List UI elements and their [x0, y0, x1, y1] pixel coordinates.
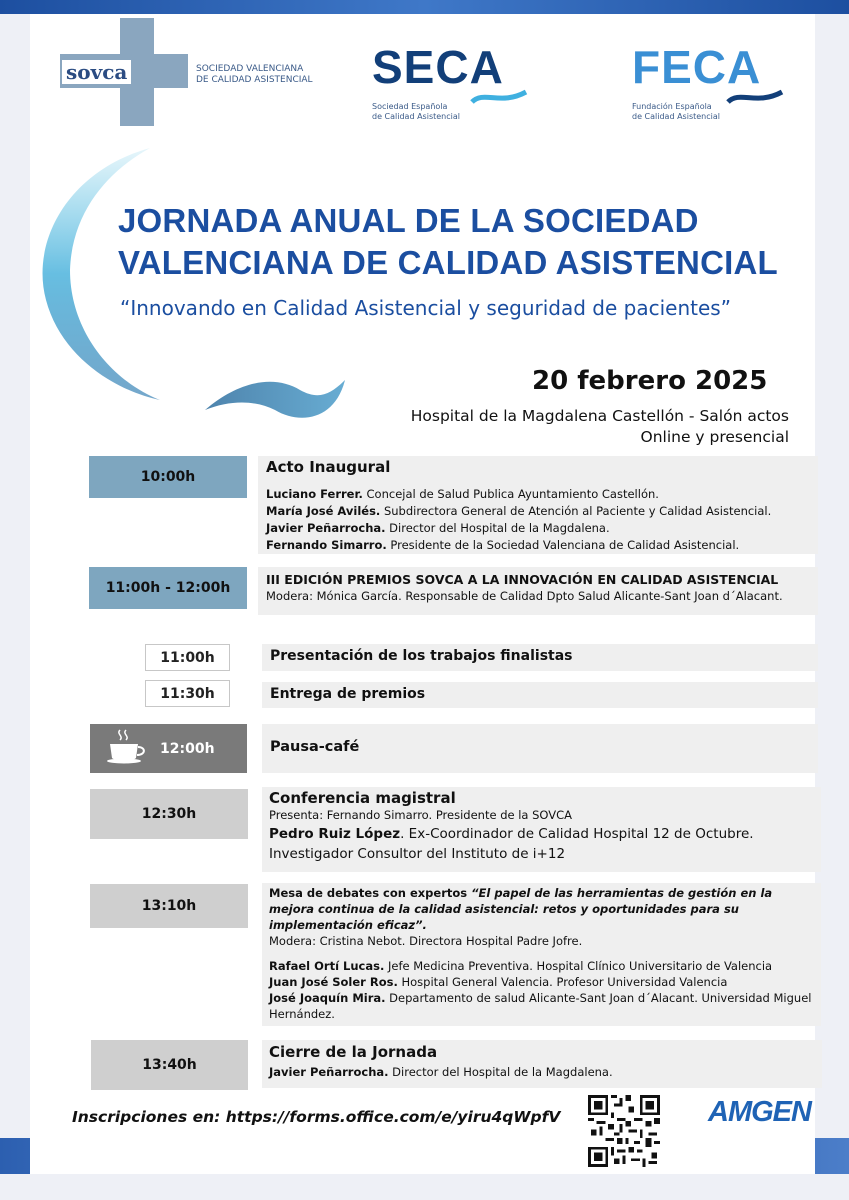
inaugural-person: María José Avilés. Subdirectora General de Atención al Paciente y Calidad Asistencial. [266, 504, 772, 518]
time-pausa [90, 724, 247, 773]
pausa-title: Pausa-café [270, 739, 360, 755]
pausa-time-label: 12:00h [160, 740, 215, 757]
venue-line2: Online y presencial [640, 428, 789, 446]
seca-logo [372, 40, 532, 122]
conferencia-speaker: Pedro Ruiz López. Ex-Coordinador de Calidad Hospital 12 de Octubre. [269, 826, 754, 842]
bottom-margin [0, 1174, 849, 1200]
block-premios [258, 567, 818, 615]
coffee-cup-icon [106, 728, 150, 764]
title-line1: JORNADA ANUAL DE LA SOCIEDAD [118, 202, 699, 239]
venue [411, 406, 789, 448]
block-inaugural [258, 456, 818, 554]
time-premios: 11:00h - 12:00h [89, 567, 247, 609]
sovca-line2: DE CALIDAD ASISTENCIAL [196, 75, 313, 85]
title-line2: VALENCIANA DE CALIDAD ASISTENCIAL [118, 244, 778, 281]
time-conferencia: 12:30h [90, 789, 248, 839]
block-mesa [262, 883, 821, 1026]
presentacion-title: Presentación de los trabajos finalistas [270, 648, 573, 664]
qr-code-icon[interactable] [588, 1095, 660, 1167]
mesa-heading: Mesa de debates con expertos “El papel de las herramientas de gestión en la mejora continua de la calidad asistencial: retos y oportunidades para su implementación eficaz”. [269, 886, 773, 932]
sovca-line1: SOCIEDAD VALENCIANA [196, 64, 304, 74]
mesa-person: Juan José Soler Ros. Hospital General Valencia. Profesor Universidad Valencia [269, 975, 728, 989]
cierre-title: Cierre de la Jornada [269, 1043, 438, 1061]
premios-moderator: Modera: Mónica García. Responsable de Calidad Dpto Salud Alicante-Sant Joan d´Alacant. [266, 589, 783, 603]
venue-line1: Hospital de la Magdalena Castellón - Salón actos [410, 407, 789, 425]
mesa-person: Rafael Ortí Lucas. Jefe Medicina Preventiva. Hospital Clínico Universitario de Valencia [269, 959, 773, 973]
mesa-person: José Joaquín Mira. Departamento de salud Alicante-Sant Joan d´Alacant. Universidad Miguel Hernández. [269, 991, 812, 1021]
feca-wordmark: FECA [632, 41, 762, 93]
block-conferencia [262, 787, 821, 872]
inaugural-person: Fernando Simarro. Presidente de la Sociedad Valenciana de Calidad Asistencial. [266, 538, 740, 552]
time-entrega: 11:30h [145, 680, 230, 707]
sovca-wordmark: sovca [62, 60, 131, 84]
time-presentacion: 11:00h [145, 644, 230, 671]
mesa-moderator: Modera: Cristina Nebot. Directora Hospital Padre Jofre. [269, 934, 583, 948]
inaugural-title: Acto Inaugural [266, 458, 391, 476]
feca-logo [632, 40, 792, 122]
conferencia-title: Conferencia magistral [269, 789, 456, 807]
feca-line2: de Calidad Asistencial [632, 112, 720, 121]
time-inaugural: 10:00h [89, 456, 247, 498]
subtitle: “Innovando en Calidad Asistencial y seguridad de pacientes” [120, 296, 732, 320]
cierre-person: Javier Peñarrocha. Director del Hospital de la Magdalena. [269, 1065, 613, 1079]
time-mesa: 13:10h [90, 884, 248, 928]
block-pausa [262, 724, 818, 773]
entrega-title: Entrega de premios [270, 686, 426, 702]
sovca-logo [60, 18, 340, 128]
feca-line1: Fundación Española [632, 102, 712, 111]
conferencia-speaker-role2: Investigador Consultor del Instituto de i+12 [269, 846, 566, 862]
inaugural-person: Javier Peñarrocha. Director del Hospital de la Magdalena. [266, 521, 610, 535]
feca-wave-icon [726, 88, 786, 108]
page-title [118, 200, 818, 284]
inaugural-person: Luciano Ferrer. Concejal de Salud Publica Ayuntamiento Castellón. [266, 487, 659, 501]
seca-wordmark: SECA [372, 41, 504, 93]
time-cierre: 13:40h [91, 1040, 248, 1090]
block-presentacion [262, 644, 818, 671]
seca-wave-icon [470, 88, 530, 108]
event-date: 20 febrero 2025 [532, 366, 768, 396]
premios-title: III EDICIÓN PREMIOS SOVCA A LA INNOVACIÓN EN CALIDAD ASISTENCIAL [266, 572, 779, 587]
block-entrega [262, 682, 818, 708]
seca-line2: de Calidad Asistencial [372, 112, 460, 121]
registration-link[interactable]: Inscripciones en: https://forms.office.com/e/yiru4qWpfV [72, 1108, 561, 1126]
amgen-logo: AMGEN [708, 1096, 811, 1128]
block-cierre [262, 1040, 822, 1088]
seca-line1: Sociedad Española [372, 102, 448, 111]
conferencia-presenter: Presenta: Fernando Simarro. Presidente de la SOVCA [269, 808, 573, 822]
